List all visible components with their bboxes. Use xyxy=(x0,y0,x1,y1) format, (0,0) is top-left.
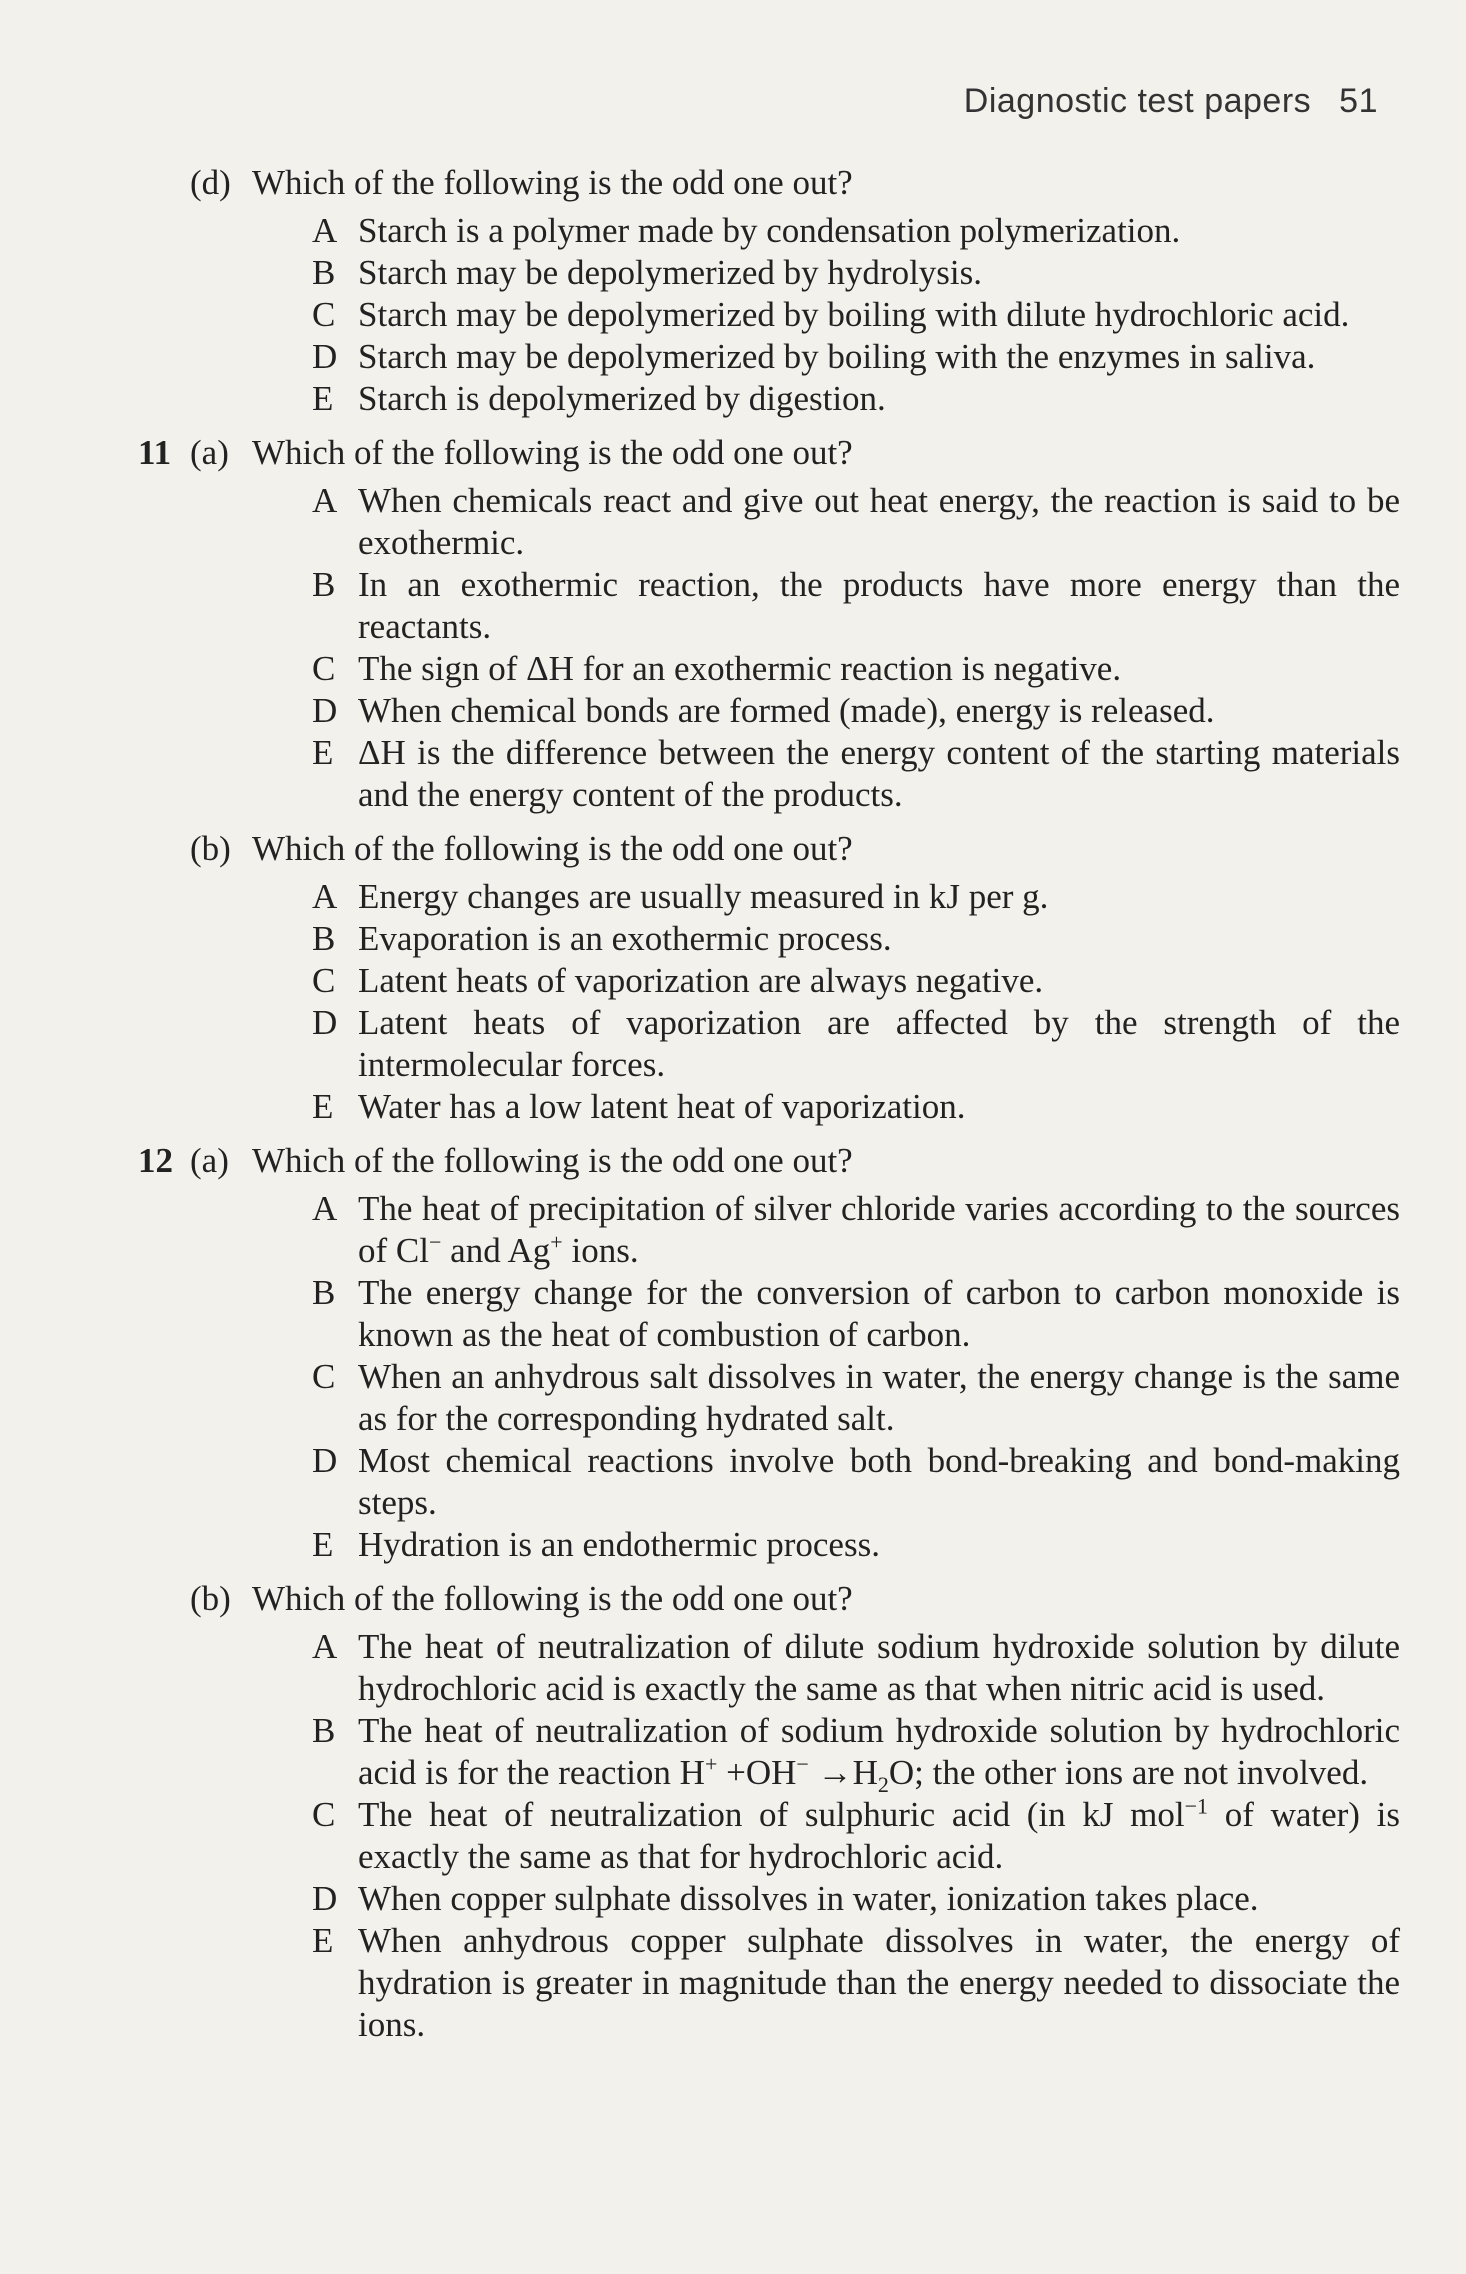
question-12a xyxy=(138,1140,1400,1566)
option-a xyxy=(312,1188,1400,1272)
option-list xyxy=(312,1188,1400,1566)
option-e xyxy=(312,1524,1400,1566)
option-letter: D xyxy=(312,1879,338,1918)
option-letter: A xyxy=(312,877,338,916)
option-letter: C xyxy=(312,649,336,688)
text-part: The heat of neutralization of sulphuric acid (in kJ mol xyxy=(358,1795,1185,1834)
option-letter: B xyxy=(312,1711,336,1750)
option-letter: E xyxy=(312,1087,334,1126)
option-text: Most chemical reactions involve both bond-breaking and bond-making steps. xyxy=(358,1441,1400,1522)
option-text: When chemical bonds are formed (made), energy is released. xyxy=(358,691,1215,730)
page-content xyxy=(138,150,1400,2046)
question-11b xyxy=(190,828,1400,1128)
option-text: The heat of neutralization of dilute sodium hydroxide solution by dilute hydrochloric acid is exactly the same as that when nitric acid is used. xyxy=(358,1627,1400,1708)
stem-text: Which of the following is the odd one out? xyxy=(252,433,853,472)
subscript: 2 xyxy=(877,1772,889,1797)
option-text: Water has a low latent heat of vaporization. xyxy=(358,1087,966,1126)
charge-superscript: + xyxy=(704,1751,718,1777)
option-letter: E xyxy=(312,379,334,418)
option-b xyxy=(312,1710,1400,1797)
option-list xyxy=(312,210,1400,420)
option-letter: C xyxy=(312,961,336,1000)
option-c xyxy=(312,648,1400,690)
option-text: Latent heats of vaporization are affected by the strength of the intermolecular forces. xyxy=(358,1003,1400,1084)
option-letter: C xyxy=(312,1357,336,1396)
option-e xyxy=(312,732,1400,816)
option-text: Starch is depolymerized by digestion. xyxy=(358,379,886,418)
option-letter: C xyxy=(312,1795,336,1834)
charge-superscript: − xyxy=(428,1229,442,1255)
option-letter: B xyxy=(312,253,336,292)
option-letter: A xyxy=(312,1627,338,1666)
running-header xyxy=(964,82,1378,121)
option-text: Starch is a polymer made by condensation polymerization. xyxy=(358,211,1181,250)
option-c xyxy=(312,1794,1400,1878)
unit-superscript: −1 xyxy=(1184,1793,1209,1819)
option-text: When anhydrous copper sulphate dissolves in water, the energy of hydration is greater in magnitude than the energy needed to dissociate the ions. xyxy=(358,1921,1400,2044)
stem-text: Which of the following is the odd one out? xyxy=(252,1141,853,1180)
text-part: O; the other ions are not involved. xyxy=(888,1753,1369,1792)
part-label: (a) xyxy=(190,1141,229,1180)
option-a xyxy=(312,210,1400,252)
question-number: 11 xyxy=(138,433,172,472)
option-d xyxy=(312,1002,1400,1086)
stem-text: Which of the following is the odd one out? xyxy=(252,163,853,202)
page-number: 51 xyxy=(1339,82,1378,120)
text-part: →H xyxy=(808,1753,878,1792)
stem-text: Which of the following is the odd one out? xyxy=(252,829,853,868)
option-text: When copper sulphate dissolves in water, ionization takes place. xyxy=(358,1879,1259,1918)
option-letter: A xyxy=(312,1189,338,1228)
option-text: Hydration is an endothermic process. xyxy=(358,1525,880,1564)
option-text: Evaporation is an exothermic process. xyxy=(358,919,892,958)
question-stem xyxy=(190,162,1400,204)
option-d xyxy=(312,1440,1400,1524)
option-letter: B xyxy=(312,565,336,604)
option-text xyxy=(358,1188,1400,1272)
part-label: (a) xyxy=(190,433,229,472)
option-text xyxy=(358,1794,1400,1878)
stem-text: Which of the following is the odd one out? xyxy=(252,1579,853,1618)
option-text: Starch may be depolymerized by boiling with the enzymes in saliva. xyxy=(358,337,1316,376)
charge-superscript: − xyxy=(796,1751,809,1777)
text-part: of water) is exactly the same as that for hydrochloric acid. xyxy=(358,1795,1400,1876)
option-b xyxy=(312,252,1400,294)
part-label: (b) xyxy=(190,1579,231,1618)
option-b xyxy=(312,564,1400,648)
question-stem xyxy=(190,828,1400,870)
option-d xyxy=(312,1878,1400,1920)
option-text: Starch may be depolymerized by hydrolysis. xyxy=(358,253,983,292)
option-letter: C xyxy=(312,295,336,334)
option-text: When an anhydrous salt dissolves in water, the energy change is the same as for the corresponding hydrated salt. xyxy=(358,1357,1400,1438)
question-stem xyxy=(138,1140,1400,1182)
option-letter: B xyxy=(312,1273,336,1312)
option-letter: D xyxy=(312,1441,338,1480)
text-part: The heat of neutralization of sodium hydroxide solution by hydrochloric acid is for the reaction H xyxy=(358,1711,1400,1792)
option-text: When chemicals react and give out heat energy, the reaction is said to be exothermic. xyxy=(358,481,1400,562)
question-10d xyxy=(190,162,1400,420)
option-list xyxy=(312,876,1400,1128)
option-list xyxy=(312,480,1400,816)
option-text: Energy changes are usually measured in kJ per g. xyxy=(358,877,1049,916)
option-letter: D xyxy=(312,691,338,730)
option-d xyxy=(312,690,1400,732)
text-part: and Ag xyxy=(441,1231,551,1270)
option-e xyxy=(312,378,1400,420)
option-a xyxy=(312,480,1400,564)
option-letter: A xyxy=(312,211,338,250)
option-d xyxy=(312,336,1400,378)
question-12b xyxy=(190,1578,1400,2046)
option-e xyxy=(312,1086,1400,1128)
option-text: Latent heats of vaporization are always negative. xyxy=(358,961,1044,1000)
option-e xyxy=(312,1920,1400,2046)
question-stem xyxy=(138,432,1400,474)
option-text: The sign of ΔH for an exothermic reaction is negative. xyxy=(358,649,1122,688)
option-letter: D xyxy=(312,1003,338,1042)
option-letter: A xyxy=(312,481,338,520)
question-11a xyxy=(138,432,1400,816)
part-label: (b) xyxy=(190,829,231,868)
option-letter: E xyxy=(312,1921,334,1960)
charge-superscript: + xyxy=(550,1229,563,1255)
option-list xyxy=(312,1626,1400,2046)
question-number: 12 xyxy=(138,1141,173,1180)
option-text: The energy change for the conversion of carbon to carbon monoxide is known as the heat of combustion of carbon. xyxy=(358,1273,1400,1354)
option-letter: E xyxy=(312,1525,334,1564)
header-title: Diagnostic test papers xyxy=(963,82,1312,120)
option-b xyxy=(312,1272,1400,1356)
option-letter: B xyxy=(312,919,336,958)
text-part: The heat of precipitation of silver chloride varies according to the sources of Cl xyxy=(358,1189,1400,1270)
part-label: (d) xyxy=(190,163,231,202)
option-letter: D xyxy=(312,337,338,376)
option-c xyxy=(312,960,1400,1002)
option-text: Starch may be depolymerized by boiling with dilute hydrochloric acid. xyxy=(358,295,1350,334)
text-part: ions. xyxy=(562,1231,639,1270)
option-text xyxy=(358,1710,1400,1797)
option-text: In an exothermic reaction, the products have more energy than the reactants. xyxy=(358,565,1400,646)
option-text: ΔH is the difference between the energy content of the starting materials and the energy content of the products. xyxy=(358,733,1400,814)
option-b xyxy=(312,918,1400,960)
question-stem xyxy=(190,1578,1400,1620)
option-a xyxy=(312,1626,1400,1710)
option-a xyxy=(312,876,1400,918)
option-c xyxy=(312,1356,1400,1440)
text-part: +OH xyxy=(717,1753,797,1792)
option-letter: E xyxy=(312,733,334,772)
option-c xyxy=(312,294,1400,336)
